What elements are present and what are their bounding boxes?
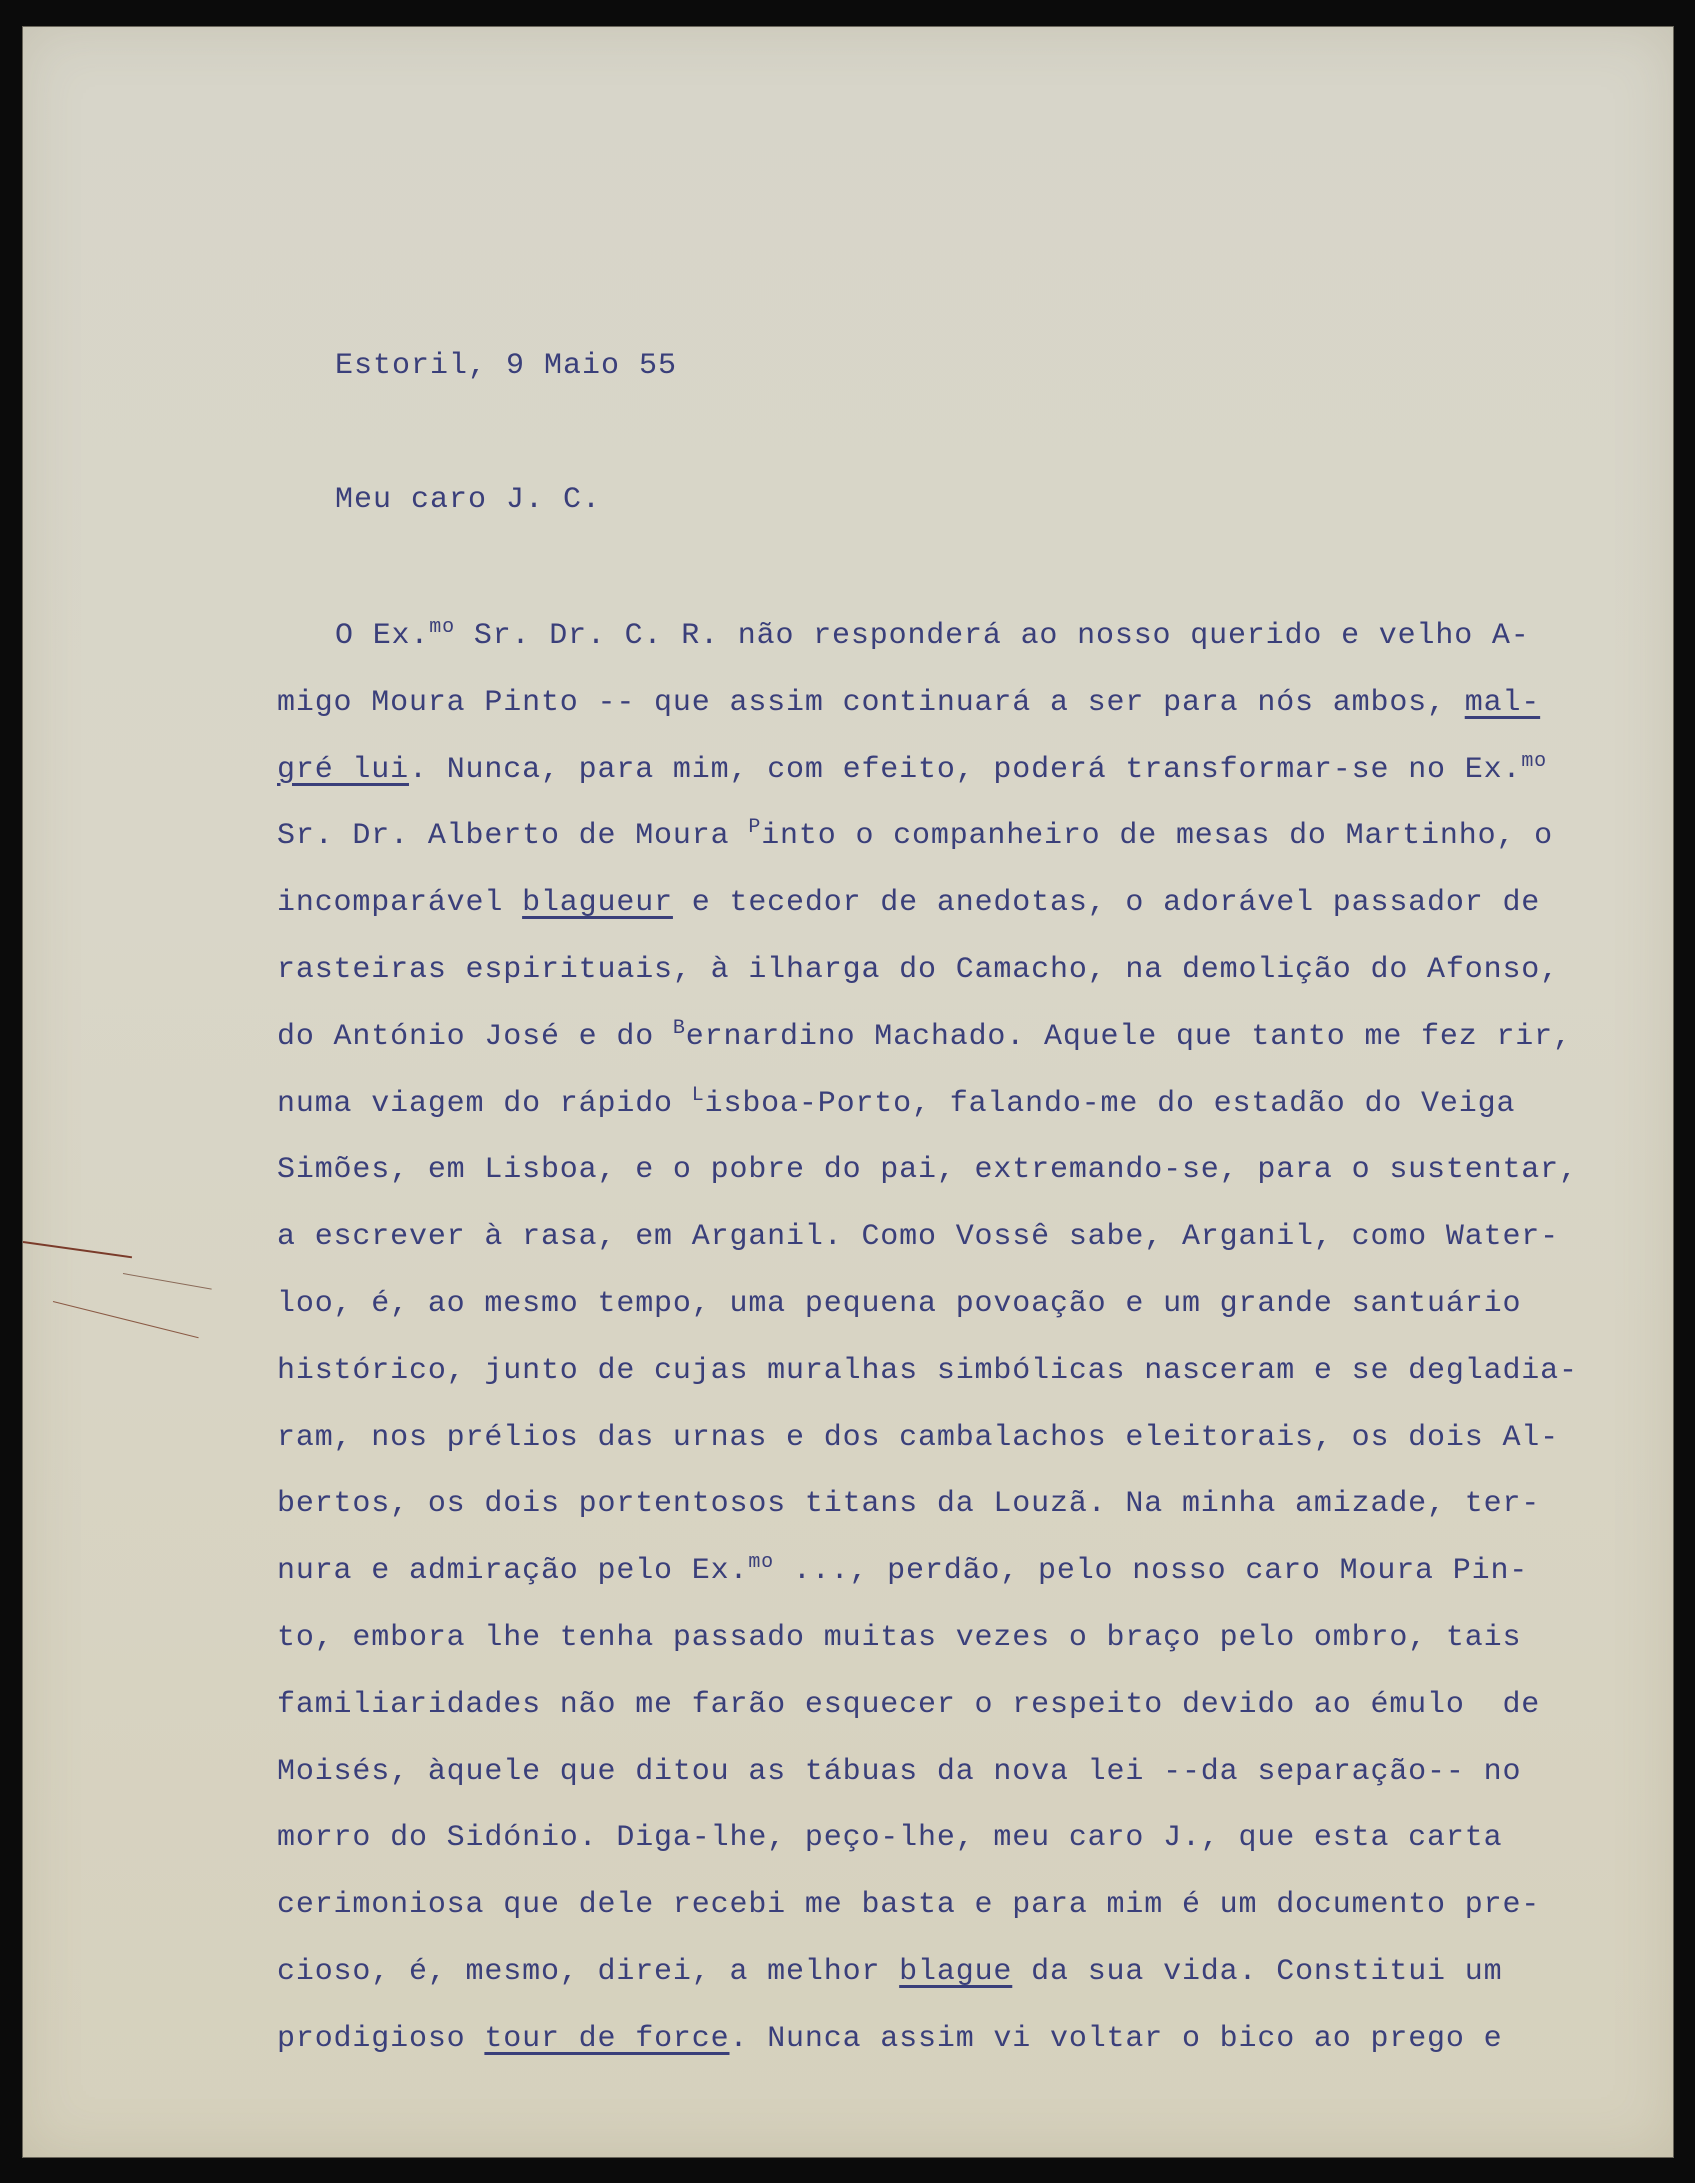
text-run: . Nunca, para mim, com efeito, poderá transformar-se no Ex.	[408, 752, 1522, 787]
letter-line	[277, 1016, 1674, 1054]
letter-line	[277, 1487, 1674, 1521]
text-run: rasteiras espirituais, à ilharga do Camacho, na demolição do Afonso,	[277, 953, 1559, 987]
text-run: bertos, os dois portentosos titans da Louzã. Na minha amizade, ter-	[277, 1487, 1541, 1522]
text-run: to, embora lhe tenha passado muitas vezes o braço pelo ombro, tais	[277, 1621, 1522, 1655]
letter-page	[22, 26, 1674, 2158]
paper-stain-mark	[53, 1301, 199, 1338]
text-run: cioso, é, mesmo, direi, a melhor	[277, 1955, 900, 1989]
text-run: Moisés, àquele que ditou as tábuas da nova lei --da separação-- no	[277, 1754, 1522, 1789]
text-run: familiaridades não me farão esquecer o respeito devido ao émulo de	[277, 1687, 1541, 1722]
superscript: mo	[429, 616, 455, 639]
letter-line	[277, 886, 1674, 920]
text-run: O Ex.	[335, 619, 430, 653]
text-run: da sua vida. Constitui um	[1012, 1955, 1503, 1989]
letter-line	[277, 1888, 1674, 1922]
text-run: do António José e do	[277, 1019, 673, 1054]
underlined-text: blague	[899, 1955, 1013, 1989]
letter-line	[277, 816, 1674, 854]
superscript: mo	[748, 1551, 775, 1575]
letter-line	[277, 1821, 1674, 1855]
superscript: mo	[1521, 749, 1548, 773]
superscript: P	[748, 816, 762, 840]
text-run: isboa-Porto, falando-me do estadão do Veiga	[704, 1086, 1516, 1121]
text-run: Sr. Dr. C. R. não responderá ao nosso querido e velho A-	[454, 619, 1530, 653]
text-run: histórico, junto de cujas muralhas simbólicas nasceram e se degladia-	[277, 1353, 1578, 1388]
text-run: loo, é, ao mesmo tempo, uma pequena povoação e um grande santuário	[277, 1287, 1522, 1321]
paper-stain-mark	[123, 1273, 212, 1290]
text-run: ram, nos prélios das urnas e dos cambalachos eleitorais, os dois Al-	[277, 1420, 1559, 1455]
letter-line	[277, 1688, 1674, 1722]
text-run: ernardino Machado. Aquele que tanto me fez rir,	[685, 1019, 1572, 1054]
letter-line	[277, 1621, 1674, 1655]
place-date: Estoril, 9 Maio 55	[335, 349, 678, 383]
text-run: . Nunca assim vi voltar o bico ao prego e	[729, 2021, 1503, 2056]
letter-line	[335, 616, 1674, 653]
letter-line	[277, 953, 1674, 987]
paper-stain-mark	[23, 1241, 132, 1258]
text-run: nura e admiração pelo Ex.	[277, 1554, 749, 1589]
underlined-text: tour de force	[484, 2021, 730, 2056]
superscript: B	[672, 1016, 686, 1040]
letter-line	[277, 2022, 1674, 2056]
text-run: Simões, em Lisboa, e o pobre do pai, extremando-se, para o sustentar,	[277, 1153, 1578, 1188]
underlined-text: blagueur	[522, 886, 673, 921]
letter-line	[277, 1421, 1674, 1455]
letter-line	[277, 1354, 1674, 1388]
letter-line	[277, 686, 1674, 720]
superscript: L	[691, 1083, 705, 1107]
text-run: migo Moura Pinto -- que assim continuará a ser para nós ambos,	[277, 685, 1465, 720]
text-run: incomparável	[277, 886, 523, 921]
letter-line	[277, 1153, 1674, 1187]
text-run: e tecedor de anedotas, o adorável passador de	[672, 886, 1541, 921]
text-run: into o companheiro de mesas do Martinho, o	[761, 819, 1554, 854]
letter-line	[277, 1287, 1674, 1321]
text-run: cerimoniosa que dele recebi me basta e para mim é um documento pre-	[277, 1888, 1541, 1923]
text-run: Sr. Dr. Alberto de Moura	[277, 819, 749, 854]
letter-line	[277, 1955, 1674, 1989]
underlined-text: gré lui	[277, 752, 409, 787]
letter-line	[277, 1551, 1674, 1589]
text-run: prodigioso	[277, 2021, 485, 2056]
text-run: morro do Sidónio. Diga-lhe, peço-lhe, meu caro J., que esta carta	[277, 1821, 1503, 1856]
letter-line	[277, 1755, 1674, 1789]
underlined-text: mal-	[1464, 685, 1541, 720]
letter-line	[277, 749, 1674, 787]
letter-line	[277, 1083, 1674, 1121]
text-run: ..., perdão, pelo nosso caro Moura Pin-	[774, 1554, 1529, 1589]
text-run: numa viagem do rápido	[277, 1086, 692, 1121]
salutation: Meu caro J. C.	[335, 483, 602, 517]
text-run: a escrever à rasa, em Arganil. Como Vossê sabe, Arganil, como Water-	[277, 1220, 1559, 1255]
letter-line	[277, 1220, 1674, 1254]
